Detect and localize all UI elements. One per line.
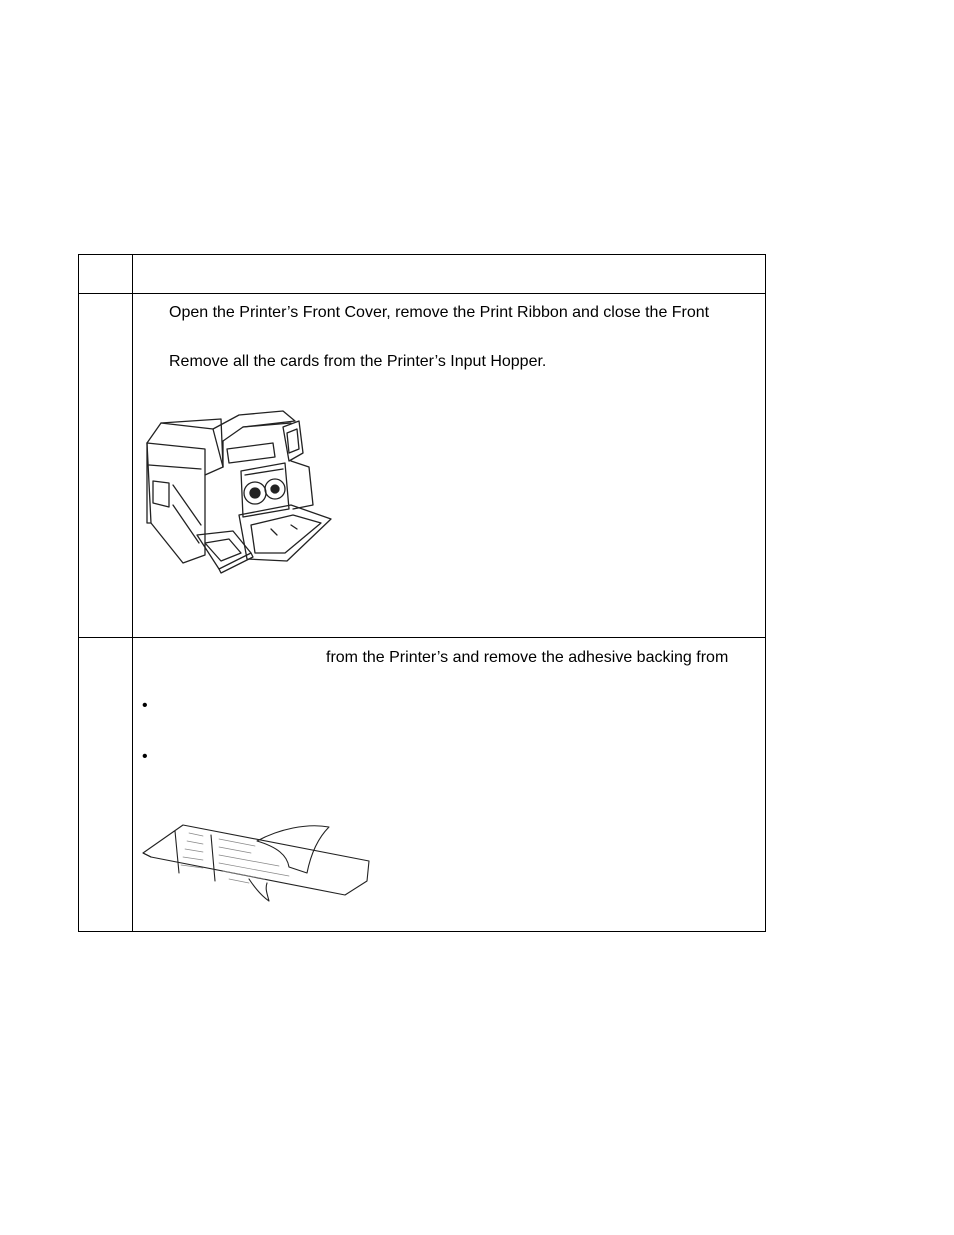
step-row-divider — [79, 637, 765, 638]
cleaning-card-icon — [139, 819, 379, 905]
column-divider — [132, 255, 133, 931]
step1-line2: Remove all the cards from the Printer’s Input Hopper. — [169, 353, 547, 370]
header-row-divider — [79, 293, 765, 294]
step2-line1: from the Printer’s and remove the adhesive backing from — [326, 649, 729, 666]
step1-line1: Open the Printer’s Front Cover, remove the Print Ribbon and close the Front — [169, 304, 710, 321]
bullet-icon: • — [142, 697, 148, 714]
instruction-table — [78, 254, 766, 932]
printer-illustration-icon — [143, 405, 333, 575]
bullet-icon: • — [142, 748, 148, 765]
